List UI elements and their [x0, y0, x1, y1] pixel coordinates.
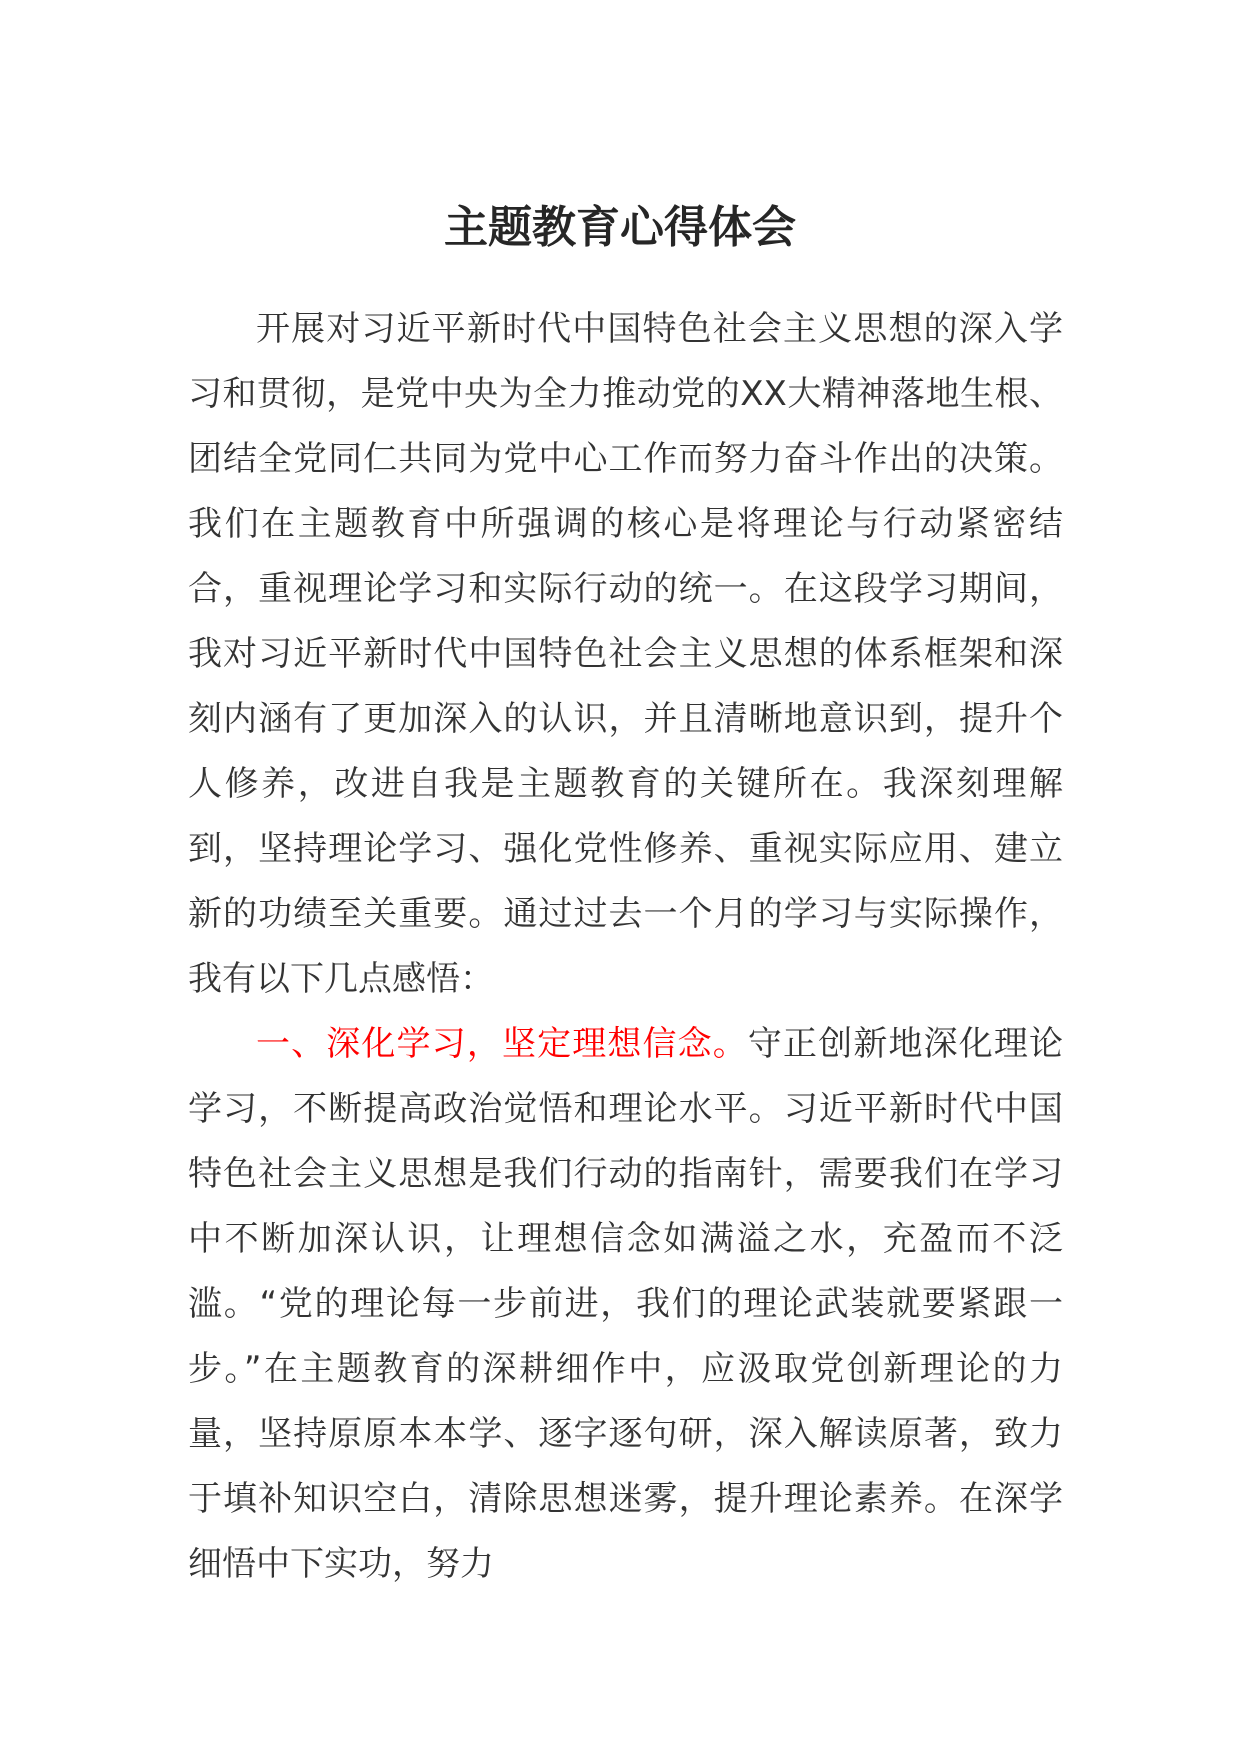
section-one-heading: 一、深化学习，坚定理想信念。	[256, 1024, 748, 1064]
intro-paragraph	[188, 297, 1063, 1012]
section-one-paragraph	[188, 1012, 1063, 1597]
section-one-text: 守正创新地深化理论学习，不断提高政治觉悟和理论水平。习近平新时代中国特色社会主义思想是我们行动的指南针，需要我们在学习中不断加深认识，让理想信念如满溢之水，充盈而不泛滥。“党的理论每一步前进，我们的理论武装就要紧跟一步。”在主题教育的深耕细作中，应汲取党创新理论的力量，坚持原原本本学、逐字逐句研，深入解读原著，致力于填补知识空白，清除思想迷雾，提升理论素养。在深学细悟中下实功，努力	[188, 1024, 1064, 1584]
document-body	[188, 297, 1063, 1597]
document-title: 主题教育心得体会	[444, 202, 796, 253]
intro-paragraph-text: 开展对习近平新时代中国特色社会主义思想的深入学习和贯彻，是党中央为全力推动党的XX大精神落地生根、团结全党同仁共同为党中心工作而努力奋斗作出的决策。我们在主题教育中所强调的核心是将理论与行动紧密结合，重视理论学习和实际行动的统一。在这段学习期间，我对习近平新时代中国特色社会主义思想的体系框架和深刻内涵有了更加深入的认识，并且清晰地意识到，提升个人修养，改进自我是主题教育的关键所在。我深刻理解到，坚持理论学习、强化党性修养、重视实际应用、建立新的功绩至关重要。通过过去一个月的学习与实际操作，我有以下几点感悟：	[188, 309, 1063, 999]
